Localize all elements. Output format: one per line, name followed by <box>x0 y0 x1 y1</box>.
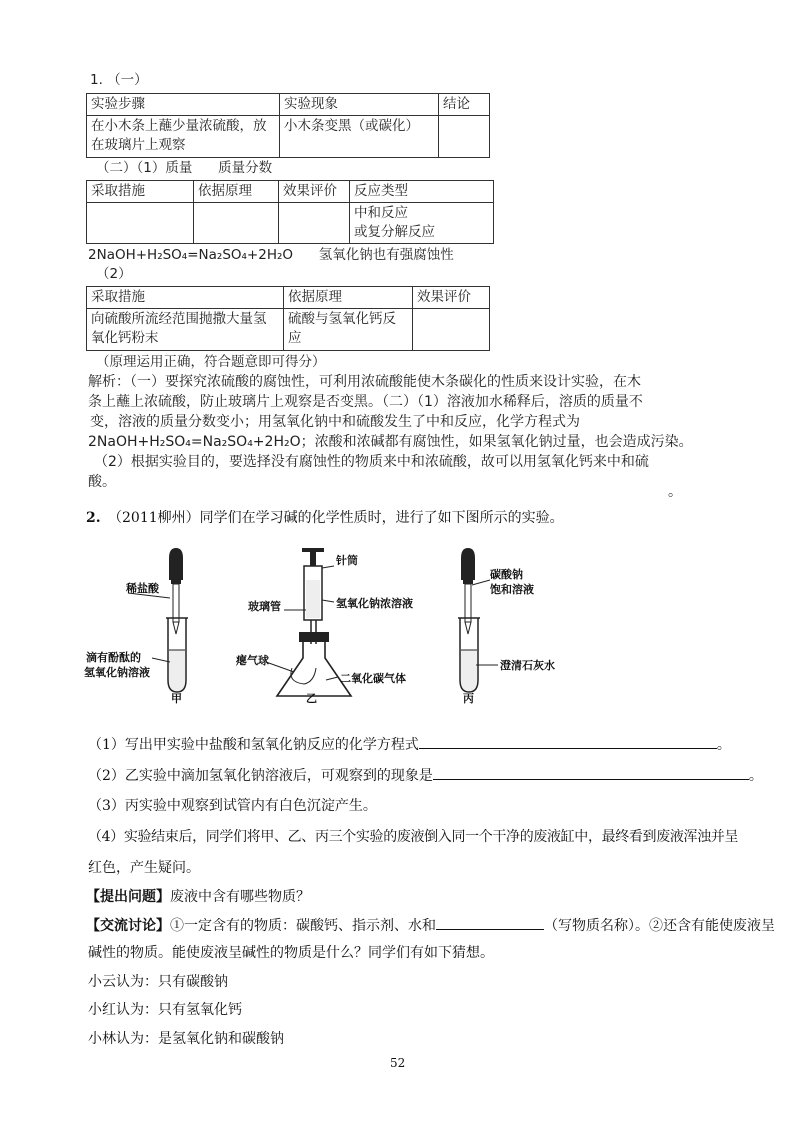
part1-heading: 1. （一） <box>90 72 148 88</box>
table3-header-principle: 依据原理 <box>284 287 413 309</box>
table2-cell-principle <box>194 203 279 244</box>
question-section <box>86 887 310 907</box>
table3-header-measure: 采取措施 <box>87 287 284 309</box>
table1-cell-conclusion <box>439 116 490 158</box>
analysis-line: 条上蘸上浓硫酸，防止玻璃片上观察是否变黑。（二）（1）溶液加水稀释后，溶质的质量不 <box>88 394 643 410</box>
table2-header-measure: 采取措施 <box>87 181 194 203</box>
table-measures <box>86 180 494 244</box>
discuss-section <box>86 915 775 936</box>
flask-yi <box>277 632 351 696</box>
part1-sub2: （2） <box>96 266 132 282</box>
table2-header-evaluation: 效果评价 <box>279 181 350 203</box>
table3-cell-evaluation <box>413 309 490 351</box>
jia-label-bottom-1: 滴有酚酞的 <box>86 651 141 664</box>
table2-header-reaction-type: 反应类型 <box>350 181 494 203</box>
part1-analysis <box>88 372 693 492</box>
yi-gas-label: 二氧化碳气体 <box>340 672 406 685</box>
analysis-line: 变，溶液的质量分数变小；用氢氧化钠中和硫酸发生了中和反应，化学方程式为 <box>90 414 580 430</box>
experiment-figure <box>70 540 630 715</box>
part1-note: （原理运用正确，符合题意即可得分） <box>96 354 326 370</box>
bing-name: 丙 <box>463 692 474 705</box>
table3-cell-principle: 硫酸与氢氧化钙反应 <box>284 309 413 351</box>
q2-s2-text: （2）乙实验中滴加氢氧化钠溶液后，可观察到的现象是 <box>88 768 433 784</box>
question-title: 【提出问题】 <box>86 889 170 905</box>
q2-s1 <box>88 734 731 755</box>
q2-s1-text: （1）写出甲实验中盐酸和氢氧化钠反应的化学方程式 <box>88 737 419 753</box>
analysis-line: 2NaOH+H₂SO₄=Na₂SO₄+2H₂O；浓酸和浓碱都有腐蚀性，如果氢氧化钠过量，也会造成污染。 <box>88 434 693 450</box>
bing-label-top-1: 碳酸钠 <box>490 568 523 581</box>
leader-line <box>266 662 294 672</box>
guess-3: 小林认为：是氢氧化钠和碳酸钠 <box>88 1031 284 1047</box>
question-text: 废液中含有哪些物质？ <box>170 889 310 905</box>
table1-header-phenomenon: 实验现象 <box>280 94 439 116</box>
q2-s4b: 红色，产生疑问。 <box>88 860 200 876</box>
table1-header-steps: 实验步骤 <box>87 94 280 116</box>
table1-cell-steps: 在小木条上蘸少量浓硫酸，放在玻璃片上观察 <box>87 116 280 158</box>
yi-tube-label: 玻璃管 <box>248 600 281 613</box>
table-measures-2 <box>86 286 490 351</box>
yi-syringe-label: 针筒 <box>336 554 358 567</box>
table3-cell-measure: 向硫酸所流经范围抛撒大量氢氧化钙粉末 <box>87 309 284 351</box>
table1-header-conclusion: 结论 <box>439 94 490 116</box>
analysis-end-mark: 。 <box>668 484 682 500</box>
dropper-bing <box>461 548 475 634</box>
jia-name: 甲 <box>171 692 182 705</box>
q2-s2-period: 。 <box>748 768 763 784</box>
analysis-line: （2）根据实验目的，要选择没有腐蚀性的物质来中和浓硫酸，故可以用氢氧化钙来中和硫 <box>94 454 649 470</box>
jia-label-top: 稀盐酸 <box>126 582 159 595</box>
table3-header-evaluation: 效果评价 <box>413 287 490 309</box>
bing-label-top-2: 饱和溶液 <box>490 583 534 596</box>
answer-blank-3[interactable] <box>436 915 544 930</box>
table2-header-principle: 依据原理 <box>194 181 279 203</box>
answer-blank-1[interactable] <box>419 734 717 749</box>
guess-2: 小红认为：只有氢氧化钙 <box>88 1002 242 1018</box>
q2-s4a: （4）实验结束后，同学们将甲、乙、丙三个实验的废液倒入同一个干净的废液缸中，最终看到废液浑浊并呈 <box>88 829 739 845</box>
table2-cell-measure <box>87 203 194 244</box>
leader-line <box>322 566 334 568</box>
jia-label-bottom-2: 氢氧化钠溶液 <box>84 666 150 679</box>
analysis-line: 酸。 <box>88 474 116 490</box>
table1-cell-phenomenon: 小木条变黑（或碳化） <box>280 116 439 158</box>
bing-label-bottom: 澄清石灰水 <box>500 659 555 672</box>
discuss-title: 【交流讨论】 <box>86 918 170 934</box>
discuss-text-b: （写物质名称）。②还含有能使废液呈 <box>544 918 775 934</box>
table2-cell-reaction-type: 中和反应 或复分解反应 <box>350 203 494 244</box>
leader-line <box>322 600 334 602</box>
part1-equation-line: 2NaOH+H₂SO₄=Na₂SO₄+2H₂O 氢氧化钠也有强腐蚀性 <box>88 247 454 263</box>
q2-s2 <box>88 765 763 786</box>
syringe-yi <box>302 548 324 644</box>
yi-balloon-label: 瘪气球 <box>236 654 269 667</box>
guess-1: 小云认为：只有碳酸钠 <box>88 974 228 990</box>
table-experiment <box>86 93 490 158</box>
analysis-line: 解析：（一）要探究浓硫酸的腐蚀性，可利用浓硫酸能使木条碳化的性质来设计实验，在木 <box>88 374 641 390</box>
q2-intro: （2011柳州）同学们在学习碱的化学性质时，进行了如下图所示的实验。 <box>108 510 564 526</box>
dropper-jia <box>169 548 183 634</box>
yi-solution-label: 氢氧化钠浓溶液 <box>336 597 413 610</box>
yi-name: 乙 <box>306 692 317 705</box>
leader-line <box>326 677 338 680</box>
q2-s3: （3）丙实验中观察到试管内有白色沉淀产生。 <box>88 798 377 814</box>
q2-number: 2. <box>86 510 101 526</box>
page-number: 52 <box>390 1056 406 1070</box>
q2-s1-period: 。 <box>716 737 731 753</box>
discuss-text-a: ①一定含有的物质：碳酸钙、指示剂、水和 <box>170 918 436 934</box>
leader-line <box>472 580 490 585</box>
table2-cell-evaluation <box>279 203 350 244</box>
answer-blank-2[interactable] <box>433 765 749 780</box>
discuss-text-c: 碱性的物质。能使废液呈碱性的物质是什么？同学们有如下猜想。 <box>88 945 494 961</box>
part1-line2: （二）（1）质量 质量分数 <box>96 160 273 176</box>
